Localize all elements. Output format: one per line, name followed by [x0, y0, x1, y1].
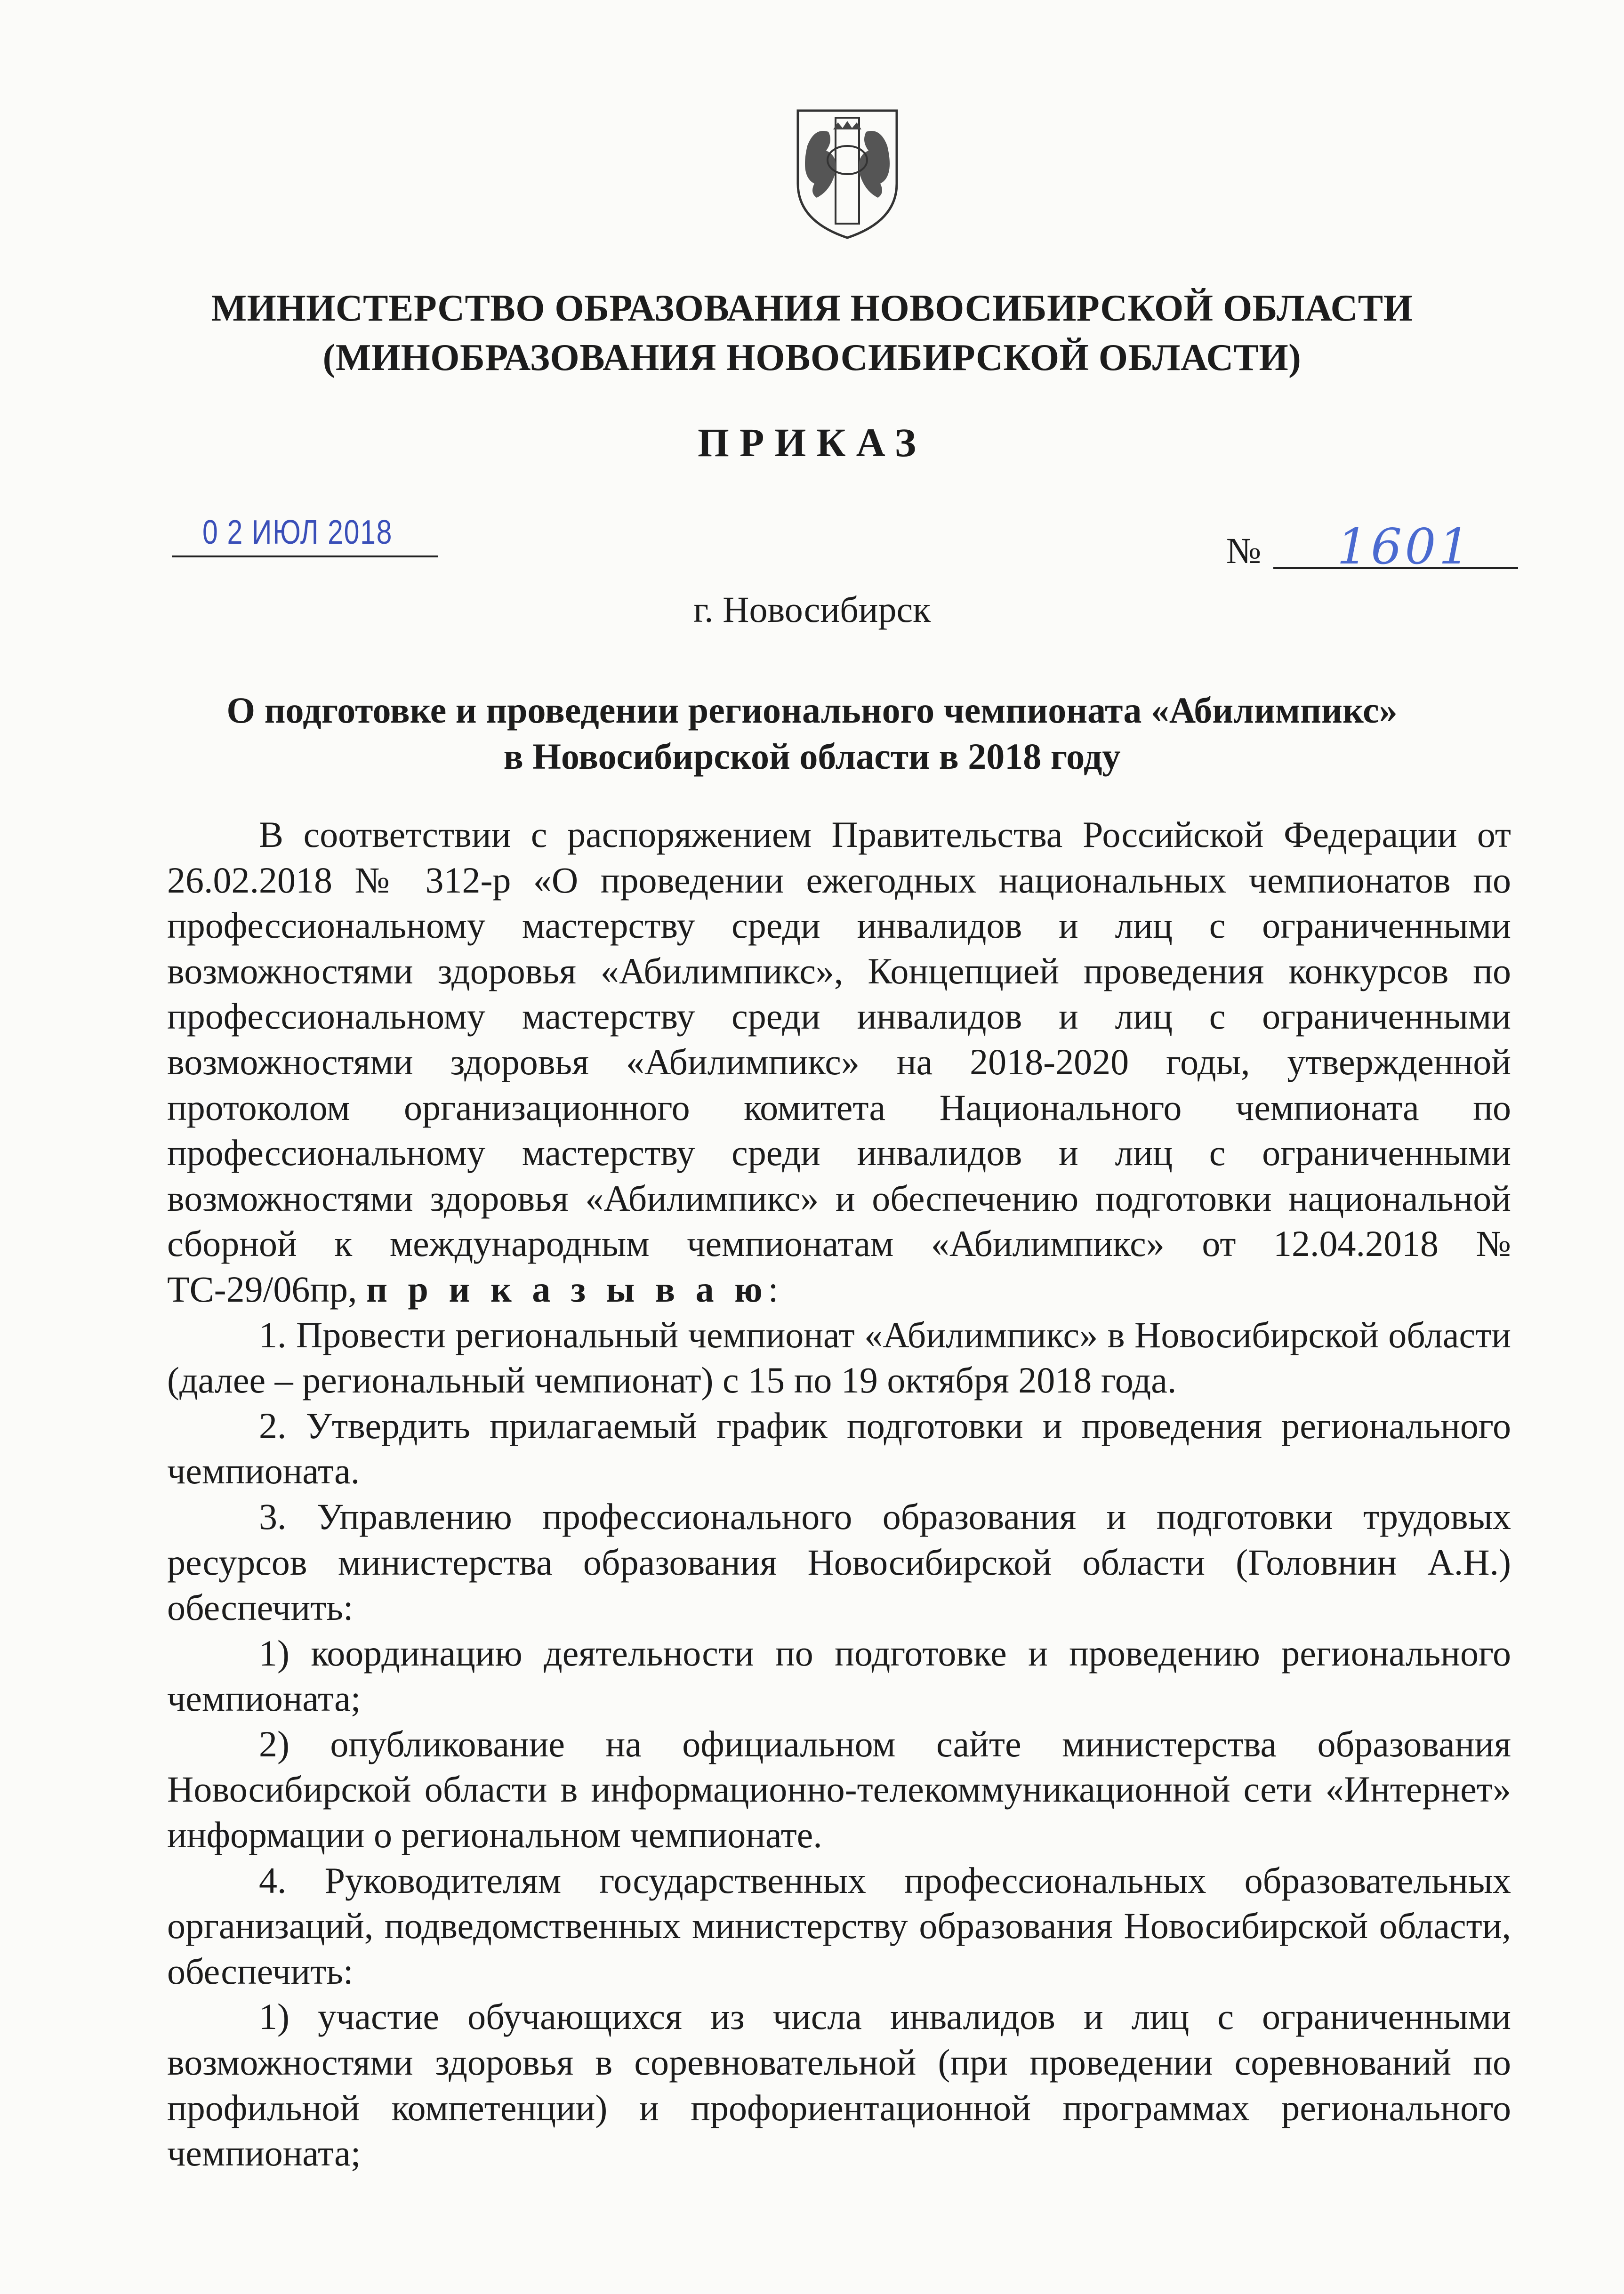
order-word: п р и к а з ы в а ю — [366, 1268, 768, 1310]
subject-line-2: в Новосибирской области в 2018 году — [503, 736, 1121, 777]
intro-text: В соответствии с распоряжением Правительства Российской Федерации от 26.02.2018 № 312-р «О проведении ежегодных национальных чемпионатов по профессиональному мастерству среди инвалидов и лиц с ограниченными возможностями здоровья «Абилимпикс», Концепцией проведения конкурсов по профессиональному мастерству среди инвалидов и лиц с ограниченными возможностями здоровья «Абилимпикс» на 2018-2020 годы, утвержденной протоколом организационного комитета Национального чемпионата по профессиональному мастерству среди инвалидов и лиц с ограниченными возможностями здоровья «Абилимпикс» и обеспечению подготовки национальной сборной к международным чемпионатам «Абилимпикс» от 12.04.2018 № ТС-29/06пр, — [167, 814, 1511, 1310]
item-paragraph: 1) участие обучающихся из числа инвалидов и лиц с ограниченными возможностями здоровья в соревновательной (при проведении соревнований по профильной компетенции) и профориентационной программах регионального чемпионата; — [167, 1996, 1511, 2174]
item-paragraph: 3. Управлению профессионального образования и подготовки трудовых ресурсов министерства образования Новосибирской области (Головнин А.Н.) обеспечить: — [167, 1496, 1511, 1628]
item-paragraph: 1) координацию деятельности по подготовке и проведению регионального чемпионата; — [167, 1632, 1511, 1719]
handwritten-order-number: 1601 — [1337, 518, 1473, 575]
item-paragraph: 2) опубликование на официальном сайте министерства образования Новосибирской области в информационно-телекоммуникационной сети «Интернет» информации о региональном чемпионате. — [167, 1723, 1511, 1856]
item-paragraph: 2. Утвердить прилагаемый график подготовки и проведения регионального чемпионата. — [167, 1405, 1511, 1492]
ministry-short-name: (МИНОБРАЗОВАНИЯ НОВОСИБИРСКОЙ ОБЛАСТИ) — [322, 337, 1302, 378]
order-colon: : — [768, 1268, 779, 1310]
ministry-name: МИНИСТЕРСТВО ОБРАЗОВАНИЯ НОВОСИБИРСКОЙ ОБЛАСТИ — [211, 288, 1413, 329]
subject-line-1: О подготовке и проведении регионального чемпионата «Абилимпикс» — [226, 690, 1398, 731]
number-sign: № — [1226, 530, 1262, 571]
city: г. Новосибирск — [693, 589, 931, 630]
number-underline — [1273, 567, 1518, 569]
date-stamp: 0 2 ИЮЛ 2018 — [202, 514, 393, 551]
order-body — [167, 812, 1511, 2176]
item-paragraph: 1. Провести региональный чемпионат «Абилимпикс» в Новосибирской области (далее – региональный чемпионат) с 15 по 19 октября 2018 года. — [167, 1314, 1511, 1401]
item-paragraph: 4. Руководителям государственных профессиональных образовательных организаций, подведомственных министерству образования Новосибирской области, обеспечить: — [167, 1859, 1511, 1992]
date-underline — [172, 555, 438, 557]
coat-of-arms-emblem — [788, 104, 906, 245]
document-type: ПРИКАЗ — [697, 420, 927, 465]
order-subject — [0, 687, 1624, 780]
intro-paragraph — [167, 812, 1511, 1312]
